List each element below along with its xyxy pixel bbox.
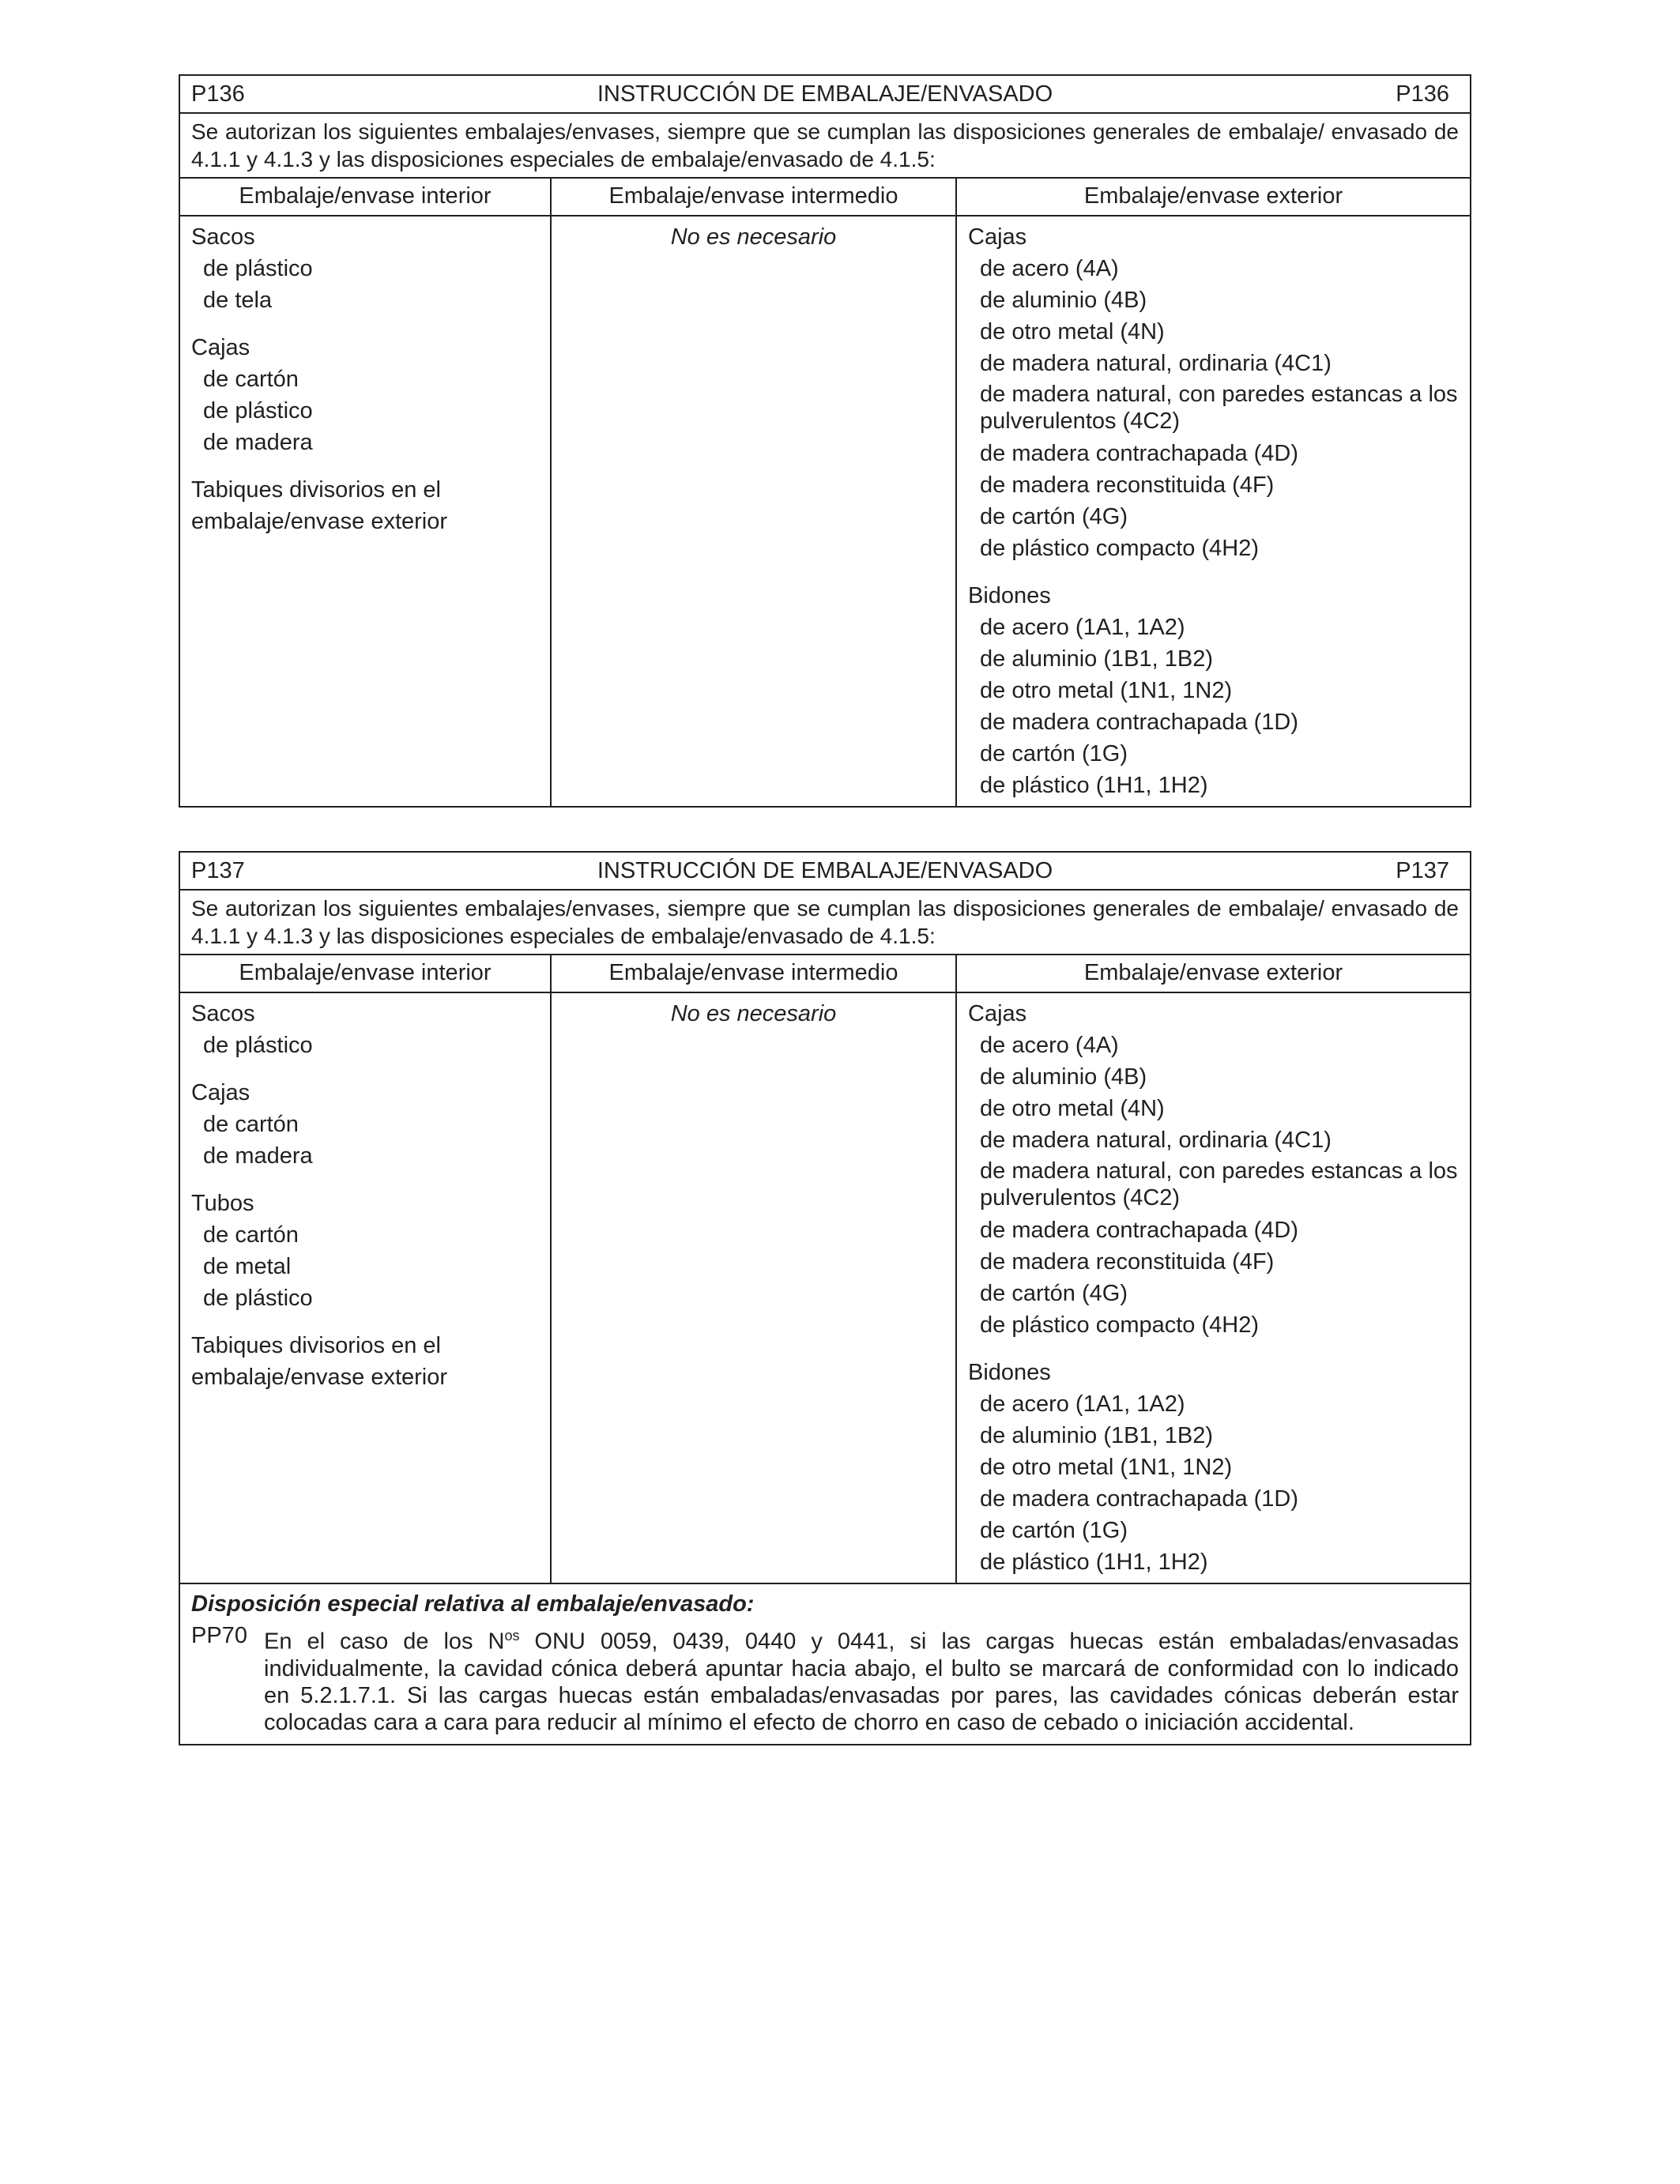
list-item: de plástico — [203, 398, 313, 424]
packing-instruction-table-p137 — [179, 851, 1471, 1745]
group-heading: Cajas — [968, 1001, 1027, 1026]
provision-text-superscript: os — [504, 1628, 520, 1644]
list-item: de tela — [203, 288, 273, 313]
list-item: de madera reconstituida (4F) — [980, 1249, 1275, 1275]
group-gap — [968, 1341, 1459, 1357]
list-item: de madera contrachapada (4D) — [980, 441, 1299, 466]
intro-text: Se autorizan los siguientes embalajes/envases, siempre que se cumplan las disposiciones generales de embalaje/ envasado de 4.1.1 y 4.1.3 y las disposiciones especiales de embalaje/envasado de 4.1.5: — [180, 891, 1470, 955]
interior-column — [180, 217, 552, 806]
list-item: de madera — [203, 1143, 313, 1169]
group-heading: Bidones — [968, 583, 1051, 608]
instruction-code-right: P137 — [1396, 858, 1449, 883]
special-provision-title: Disposición especial relativa al embalaje/envasado: — [191, 1591, 755, 1617]
provision-pp70 — [191, 1622, 1459, 1736]
list-item: de plástico compacto (4H2) — [980, 536, 1259, 561]
list-item: de madera — [203, 430, 313, 455]
list-item: de plástico — [203, 256, 313, 281]
list-item: de plástico (1H1, 1H2) — [980, 1550, 1208, 1575]
packaging-body-row — [180, 993, 1470, 1584]
list-item: de madera natural, con paredes estancas a los pulverulentos (4C2) — [980, 382, 1458, 434]
list-item: de aluminio (1B1, 1B2) — [980, 1423, 1213, 1448]
list-item: de cartón (1G) — [980, 741, 1128, 766]
provision-code: PP70 — [191, 1623, 247, 1648]
column-header: Embalaje/envase exterior — [1083, 183, 1343, 209]
column-header: Embalaje/envase interior — [180, 179, 552, 215]
provision-text — [264, 1622, 1459, 1736]
instruction-code-right: P136 — [1396, 81, 1449, 107]
column-header: Embalaje/envase exterior — [1083, 960, 1343, 985]
list-item: de metal — [203, 1254, 292, 1279]
group-heading: Tabiques divisorios en el embalaje/envase exterior — [191, 477, 448, 534]
list-item: de madera contrachapada (4D) — [980, 1218, 1299, 1243]
group-heading: Cajas — [968, 224, 1027, 250]
special-provision — [180, 1584, 1470, 1744]
list-item: de madera natural, ordinaria (4C1) — [980, 351, 1332, 376]
list-item: de cartón — [203, 1222, 299, 1248]
list-item: de otro metal (1N1, 1N2) — [980, 1455, 1233, 1480]
group-gap — [191, 458, 539, 474]
list-item: de aluminio (4B) — [980, 288, 1147, 313]
group-heading: Bidones — [968, 1360, 1051, 1385]
list-item: de otro metal (1N1, 1N2) — [980, 678, 1233, 703]
instruction-title: INSTRUCCIÓN DE EMBALAJE/ENVASADO — [597, 81, 1053, 107]
group-heading: Cajas — [191, 1080, 250, 1105]
list-item: de madera contrachapada (1D) — [980, 710, 1299, 735]
instruction-code-left: P136 — [191, 81, 245, 107]
title-row — [180, 76, 1470, 114]
list-item: de cartón (4G) — [980, 1281, 1128, 1306]
column-header: Embalaje/envase interior — [180, 955, 552, 992]
list-item: de cartón (1G) — [980, 1518, 1128, 1543]
list-item: de plástico compacto (4H2) — [980, 1312, 1259, 1338]
list-item: de acero (4A) — [980, 1033, 1119, 1058]
title-row — [180, 853, 1470, 891]
column-header-row — [180, 179, 1470, 217]
intro-text: Se autorizan los siguientes embalajes/envases, siempre que se cumplan las disposiciones generales de embalaje/ envasado de 4.1.1 y 4.1.3 y las disposiciones especiales de embalaje/envasado de 4.1.5: — [180, 114, 1470, 179]
list-item: de plástico — [203, 1033, 313, 1058]
list-item: de aluminio (4B) — [980, 1064, 1147, 1090]
packing-instruction-table-p136 — [179, 74, 1471, 808]
list-item: de otro metal (4N) — [980, 1096, 1165, 1121]
group-gap — [191, 316, 539, 332]
list-item: de cartón — [203, 367, 299, 392]
group-gap — [191, 1172, 539, 1188]
exterior-column — [957, 993, 1470, 1583]
list-item: de madera natural, ordinaria (4C1) — [980, 1128, 1332, 1153]
group-heading: Sacos — [191, 1001, 255, 1026]
exterior-column — [957, 217, 1470, 806]
not-required-text: No es necesario — [670, 224, 837, 250]
list-item: de acero (1A1, 1A2) — [980, 1391, 1185, 1417]
group-heading: Tubos — [191, 1191, 254, 1216]
list-item: de plástico (1H1, 1H2) — [980, 773, 1208, 798]
intermedio-column — [552, 993, 957, 1583]
list-item: de plástico — [203, 1286, 313, 1311]
intermedio-column — [552, 217, 957, 806]
list-item: de madera natural, con paredes estancas a los pulverulentos (4C2) — [980, 1158, 1458, 1211]
group-heading: Cajas — [191, 335, 250, 360]
provision-text-after: ONU 0059, 0439, 0440 y 0441, si las cargas huecas están embaladas/envasadas individualmente, la cavidad cónica deberá apuntar hacia abajo, el bulto se marcará de conformidad con lo indicado en 5.2.1.7.1. Si las cargas huecas están embaladas/envasadas por pares, las cavidades cónicas deberán estar colocadas cara a cara para reducir al mínimo el efecto de chorro en caso de cebado o iniciación accidental. — [264, 1629, 1459, 1735]
column-header: Embalaje/envase intermedio — [552, 955, 957, 992]
group-gap — [191, 1314, 539, 1330]
packaging-body-row — [180, 217, 1470, 806]
list-item: de cartón (4G) — [980, 504, 1128, 529]
group-heading: Tabiques divisorios en el embalaje/envase exterior — [191, 1333, 448, 1390]
column-header-row — [180, 955, 1470, 993]
list-item: de madera contrachapada (1D) — [980, 1486, 1299, 1512]
list-item: de otro metal (4N) — [980, 319, 1165, 345]
column-header: Embalaje/envase intermedio — [552, 179, 957, 215]
not-required-text: No es necesario — [670, 1001, 837, 1026]
instruction-code-left: P137 — [191, 858, 245, 883]
list-item: de aluminio (1B1, 1B2) — [980, 646, 1213, 672]
interior-column — [180, 993, 552, 1583]
group-gap — [968, 564, 1459, 580]
provision-text-before: En el caso de los N — [264, 1629, 505, 1655]
list-item: de acero (4A) — [980, 256, 1119, 281]
group-gap — [191, 1061, 539, 1077]
group-heading: Sacos — [191, 224, 255, 250]
list-item: de cartón — [203, 1112, 299, 1137]
list-item: de acero (1A1, 1A2) — [980, 615, 1185, 640]
list-item: de madera reconstituida (4F) — [980, 473, 1275, 498]
instruction-title: INSTRUCCIÓN DE EMBALAJE/ENVASADO — [597, 858, 1053, 883]
